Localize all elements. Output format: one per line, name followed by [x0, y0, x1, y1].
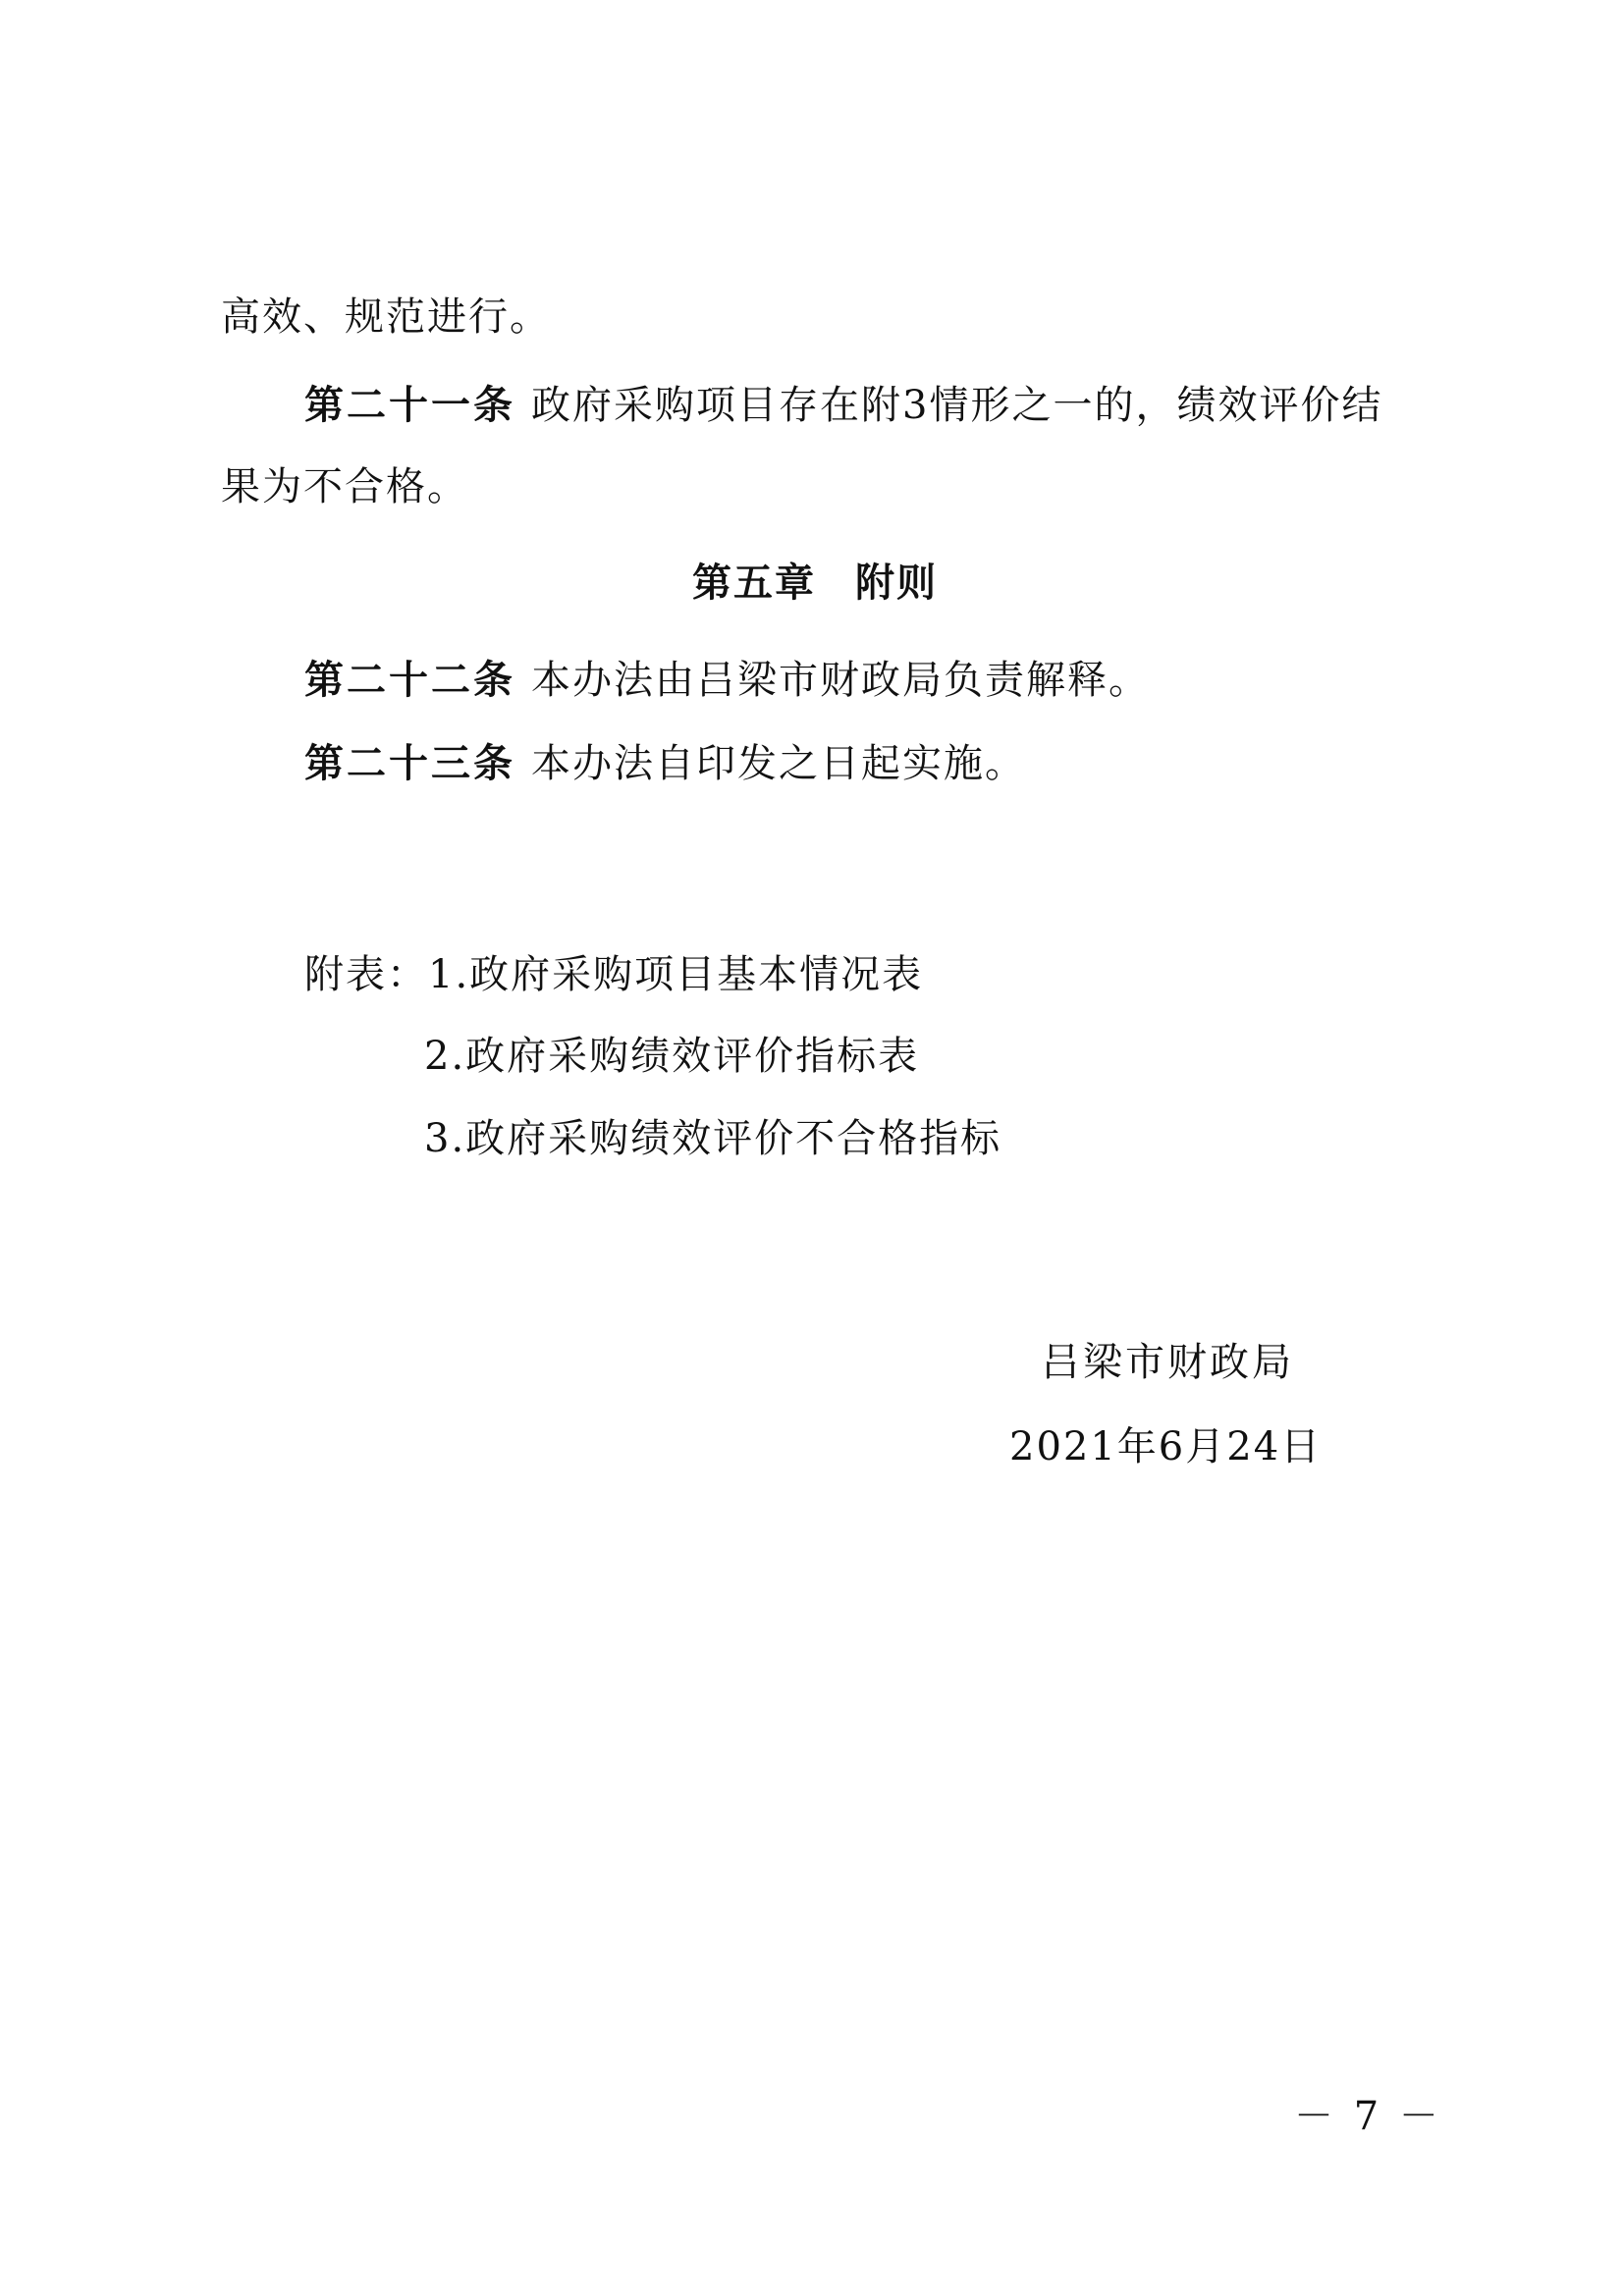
article-22-label: 第二十二条	[304, 658, 515, 703]
signature-date: 2021年6月24日	[1009, 1424, 1323, 1469]
article-22-text: 本办法由吕梁市财政局负责解释。	[531, 658, 1150, 703]
article-21-line-1	[304, 378, 1382, 433]
article-23-text: 本办法自印发之日起实施。	[531, 741, 1026, 786]
article-21-text: 政府采购项目存在附3情形之一的，绩效评价结	[531, 383, 1383, 428]
article-23-label: 第二十三条	[304, 741, 515, 786]
page-number: － 7 －	[1294, 2094, 1442, 2139]
chapter-5-title: 第五章	[692, 561, 816, 606]
article-21-label: 第二十一条	[304, 383, 515, 428]
attachment-item: 3.政府采购绩效评价不合格指标	[424, 1116, 1002, 1161]
attachments-label: 附表：	[304, 952, 428, 997]
attachment-item: 2.政府采购绩效评价指标表	[424, 1034, 920, 1079]
article-21-line-2: 果为不合格。	[221, 464, 468, 509]
attachment-item: 1.政府采购项目基本情况表	[428, 952, 924, 997]
chapter-5-heading	[692, 556, 938, 611]
chapter-5-subtitle: 附则	[855, 561, 938, 606]
attachments-line-1	[304, 947, 923, 1002]
signature-org: 吕梁市财政局	[1041, 1340, 1294, 1385]
article-22	[304, 653, 1150, 708]
paragraph-continuation: 高效、规范进行。	[221, 294, 551, 340]
article-23	[304, 736, 1026, 791]
